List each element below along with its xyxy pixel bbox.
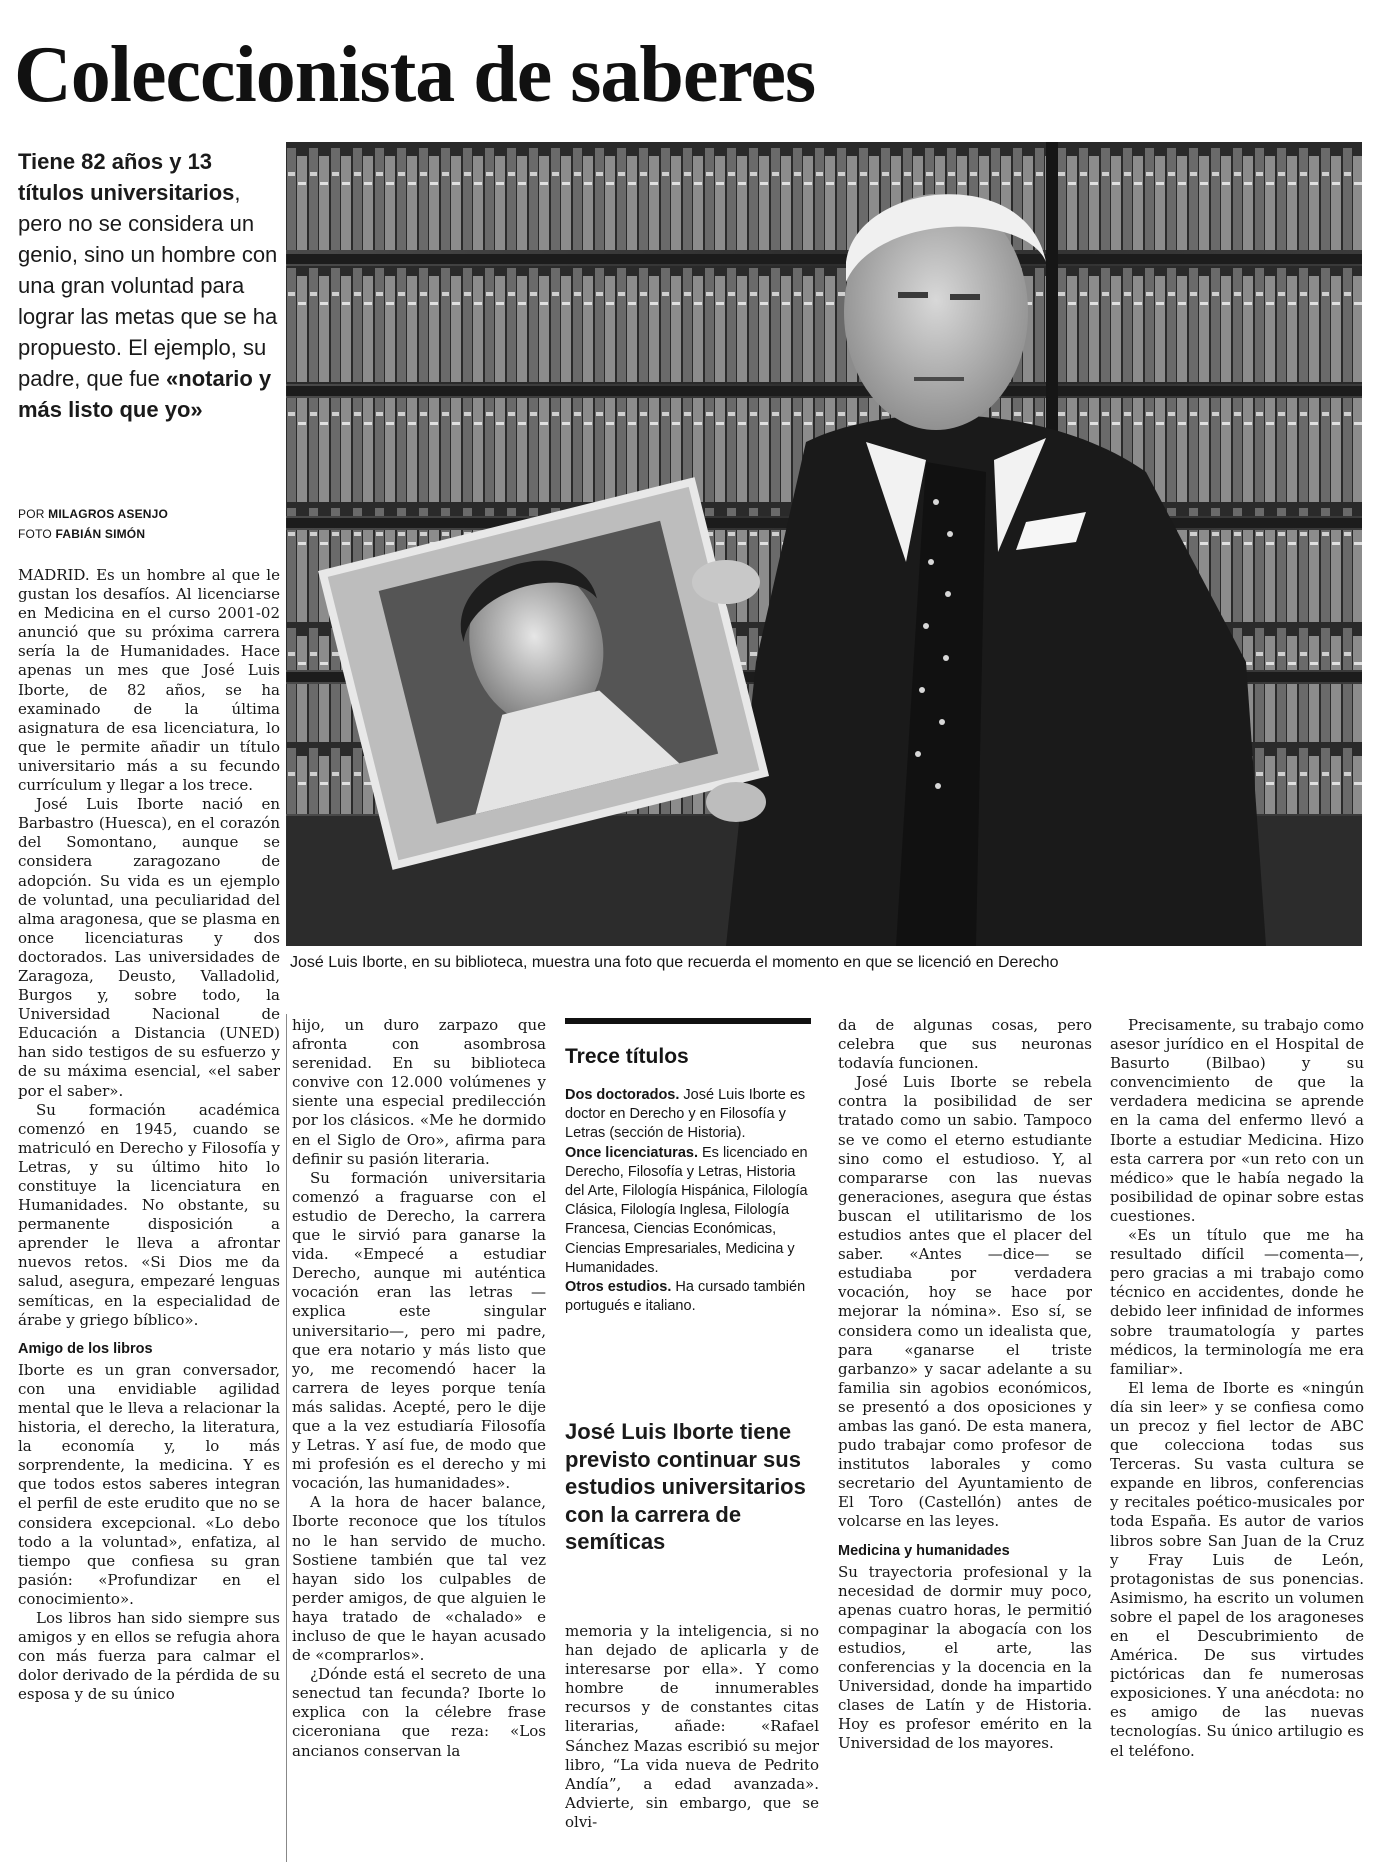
lede-text: , pero no se considera un genio, sino un hombre con una gran voluntad para lograr las metas que se ha propuesto. El ejemplo, su padre, que fue	[18, 180, 278, 391]
article-column-3	[565, 1622, 819, 1862]
sidebar-trece-titulos	[565, 1018, 811, 1406]
article-paragraph: memoria y la inteligencia, si no han dejado de aplicarla y de interesarse por ella». Y como hombre de innumerables recursos y de constantes citas literarias, añade: «Rafael Sánchez Mazas escribió su mejor libro, “La vida nueva de Pedrito Andía”, a edad avanzada». Advierte, sin embargo, que se olvi-	[565, 1622, 819, 1831]
sidebar-item	[565, 1144, 811, 1278]
article-paragraph: A la hora de hacer balance, Iborte reconoce que los títulos no le han servido de mucho. Sostiene también que tal vez hayan sido los culpables de perder amigos, de que alguien le haya tratado de «chalado» e incluso de que le hayan acusado de «comprarlos».	[292, 1493, 546, 1665]
lede-emphasis-1: Tiene 82 años y 13 títulos universitarios	[18, 149, 235, 205]
sidebar-title: Trece títulos	[565, 1045, 689, 1068]
article-paragraph: El lema de Iborte es «ningún día sin leer» y se confiesa como un precoz y fiel lector de ABC que colecciona todas sus Terceras. Su vasta cultura se expande en libros, conferencias y recitales poético-musicales por toda España. Es autor de varios libros sobre San Juan de la Cruz y Fray Luis de León, protagonistas de sus ponencias. Asimismo, ha escrito un volumen sobre el papel de los aragoneses en el Descubrimiento de América. De sus virtudes pictóricas dan fe numerosas exposiciones. Y una anécdota: no es amigo de las nuevas tecnologías. Su único artilugio es el teléfono.	[1110, 1378, 1364, 1760]
sidebar-item-label: Otros estudios.	[565, 1279, 672, 1296]
byline	[18, 504, 280, 544]
article-column-4	[838, 1016, 1092, 1862]
sidebar-item-text: Ha cursado también portugués e italiano.	[565, 1279, 806, 1315]
article-column-2	[292, 1016, 546, 1862]
article-paragraph: hijo, un duro zarpazo que afronta con asombrosa serenidad. En su biblioteca convive con 12.000 volúmenes y siente una especial predilección por los clásicos. «Me he dormido en el Siglo de Oro», afirma para definir su pasión literaria.	[292, 1016, 546, 1168]
article-paragraph: Iborte es un gran conversador, con una envidiable agilidad mental que le lleva a relacionar la historia, el derecho, la literatura, la economía y, lo más sorprendente, la medicina. Y es que todos estos saberes integran el perfil de este erudito que no se considera excepcional. «Lo debo todo a la voluntad», enfatiza, al tiempo que confiesa su gran pasión: «Profundizar en el conocimiento».	[18, 1360, 280, 1608]
photo-caption: José Luis Iborte, en su biblioteca, muestra una foto que recuerda el momento en que se licenció en Derecho	[290, 954, 1059, 971]
sidebar-item-text: José Luis Iborte es doctor en Derecho y en Filosofía y Letras (sección de Historia).	[565, 1087, 806, 1142]
article-paragraph: ¿Dónde está el secreto de una senectud tan fecunda? Iborte lo explica con la célebre frase ciceroniana que reza: «Los ancianos conservan la	[292, 1665, 546, 1760]
column-divider	[286, 1014, 287, 1862]
article-column-5	[1110, 1016, 1364, 1862]
author-line	[18, 504, 280, 524]
sidebar-item-label: Once licenciaturas.	[565, 1144, 698, 1161]
lede	[18, 146, 280, 466]
headline: Coleccionista de saberes	[14, 32, 816, 118]
author-prefix: POR	[18, 507, 45, 521]
pull-quote: José Luis Iborte tiene previsto continuar sus estudios universitarios con la carrera de semíticas	[565, 1419, 806, 1554]
article-paragraph: Los libros han sido siempre sus amigos y en ellos se refugia ahora con más fuerza para calmar el dolor derivado de la pérdida de su esposa y de su único	[18, 1608, 280, 1704]
sidebar-item	[565, 1278, 811, 1316]
article-paragraph: Su formación académica comenzó en 1945, cuando se matriculó en Derecho y Filosofía y Letras, y su último hito lo constituye la licenciatura en Humanidades. No obstante, su permanente disposición a aprender le lleva a afrontar nuevos retos. «Si Dios me da salud, asegura, empezaré lenguas semíticas, en la especialidad de árabe y griego bíblico».	[18, 1100, 280, 1329]
article-column-1	[18, 566, 280, 1862]
lede-emphasis-2: «notario y más listo que yo»	[18, 366, 272, 422]
article-paragraph: José Luis Iborte se rebela contra la posibilidad de ser tratado como un sabio. Tampoco se ve como el eterno estudiante sino como el estudioso. Y, al compararse con las nuevas generaciones, asegura que éstas buscan el utilitarismo de los estudios antes que el placer del saber. «Antes —dice— se estudiaba por verdadera vocación, hoy se hace por mejorar la nómina». Eso sí, se considera como un idealista que, para «ganarse el triste garbanzo» y sacar adelante a su familia sin agobios económicos, se presentó a dos oposiciones y ambas las ganó. De esta manera, pudo trabajar como profesor de institutos laborales y como secretario del Ayuntamiento de El Toro (Castellón) antes de volcarse en las leyes.	[838, 1073, 1092, 1531]
library-portrait-photo	[286, 142, 1362, 946]
main-photo	[286, 142, 1362, 946]
article-paragraph: Precisamente, su trabajo como asesor jurídico en el Hospital de Basurto (Bilbao) y su convencimiento de que la verdadera medicina se aprende en la cama del enfermo llevó a Iborte a estudiar Medicina. Hizo esta carrera por «un reto con un médico» que le había negado la posibilidad de opinar sobre estas cuestiones.	[1110, 1016, 1364, 1225]
photographer-name: FABIÁN SIMÓN	[55, 527, 146, 541]
article-paragraph: Su trayectoria profesional y la necesidad de dormir muy poco, apenas cuatro horas, le permitió compaginar la abogacía con los estudios, el arte, las conferencias y la docencia en la Universidad, donde ha impartido clases de Latín y de Historia. Hoy es profesor emérito en la Universidad de los mayores.	[838, 1562, 1092, 1753]
article-paragraph: da de algunas cosas, pero celebra que sus neuronas todavía funcionen.	[838, 1016, 1092, 1073]
article-paragraph: MADRID. Es un hombre al que le gustan los desafíos. Al licenciarse en Medicina en el curso 2001-02 anunció que su próxima carrera sería la de Humanidades. Hace apenas un mes que José Luis Iborte, de 82 años, se ha examinado de la última asignatura de esa licenciatura, lo que le permite añadir un título universitario más a su fecundo currículum y llegar a los trece.	[18, 566, 280, 795]
sidebar-item-text: Es licenciado en Derecho, Filosofía y Letras, Historia del Arte, Filología Hispánica, Filología Clásica, Filología Inglesa, Filología Francesa, Ciencias Económicas, Ciencias Empresariales, Medicina y Humanidades.	[565, 1144, 808, 1276]
photographer-prefix: FOTO	[18, 527, 52, 541]
article-paragraph: Su formación universitaria comenzó a fraguarse con el estudio de Derecho, la carrera que le sirvió para ganarse la vida. «Empecé a estudiar Derecho, aunque mi auténtica vocación eran las letras —explica este singular universitario—, pero mi padre, que era notario y más listo que yo, me recomendó hacer la carrera de leyes porque tenía más salidas. Acepté, pero le dije que a la vez estudiaría Filosofía y Letras. Y así fue, de modo que mi profesión es el derecho y mi vocación, las humanidades».	[292, 1168, 546, 1493]
article-paragraph: «Es un título que me ha resultado difícil —comenta—, pero gracias a mi trabajo como técnico en accidentes, donde he debido leer infinidad de informes sobre traumatología y partes médicos, la terminología me era familiar».	[1110, 1226, 1364, 1378]
subheading-amigo-de-los-libros: Amigo de los libros	[18, 1340, 153, 1357]
author-name: MILAGROS ASENJO	[48, 507, 169, 521]
article-paragraph: José Luis Iborte nació en Barbastro (Huesca), en el corazón del Somontano, aunque se considera zaragozano de adopción. Su vida es un ejemplo de voluntad, una peculiaridad del alma aragonesa, que se plasma en once licenciaturas y dos doctorados. Las universidades de Zaragoza, Deusto, Valladolid, Burgos y, sobre todo, la Universidad Nacional de Educación a Distancia (UNED) han sido testigos de su esfuerzo y de su máxima esencial, «el saber por el saber».	[18, 795, 280, 1100]
sidebar-item	[565, 1086, 811, 1144]
subheading-medicina-y-humanidades: Medicina y humanidades	[838, 1542, 1010, 1559]
sidebar-item-label: Dos doctorados.	[565, 1087, 680, 1103]
photographer-line	[18, 524, 280, 544]
